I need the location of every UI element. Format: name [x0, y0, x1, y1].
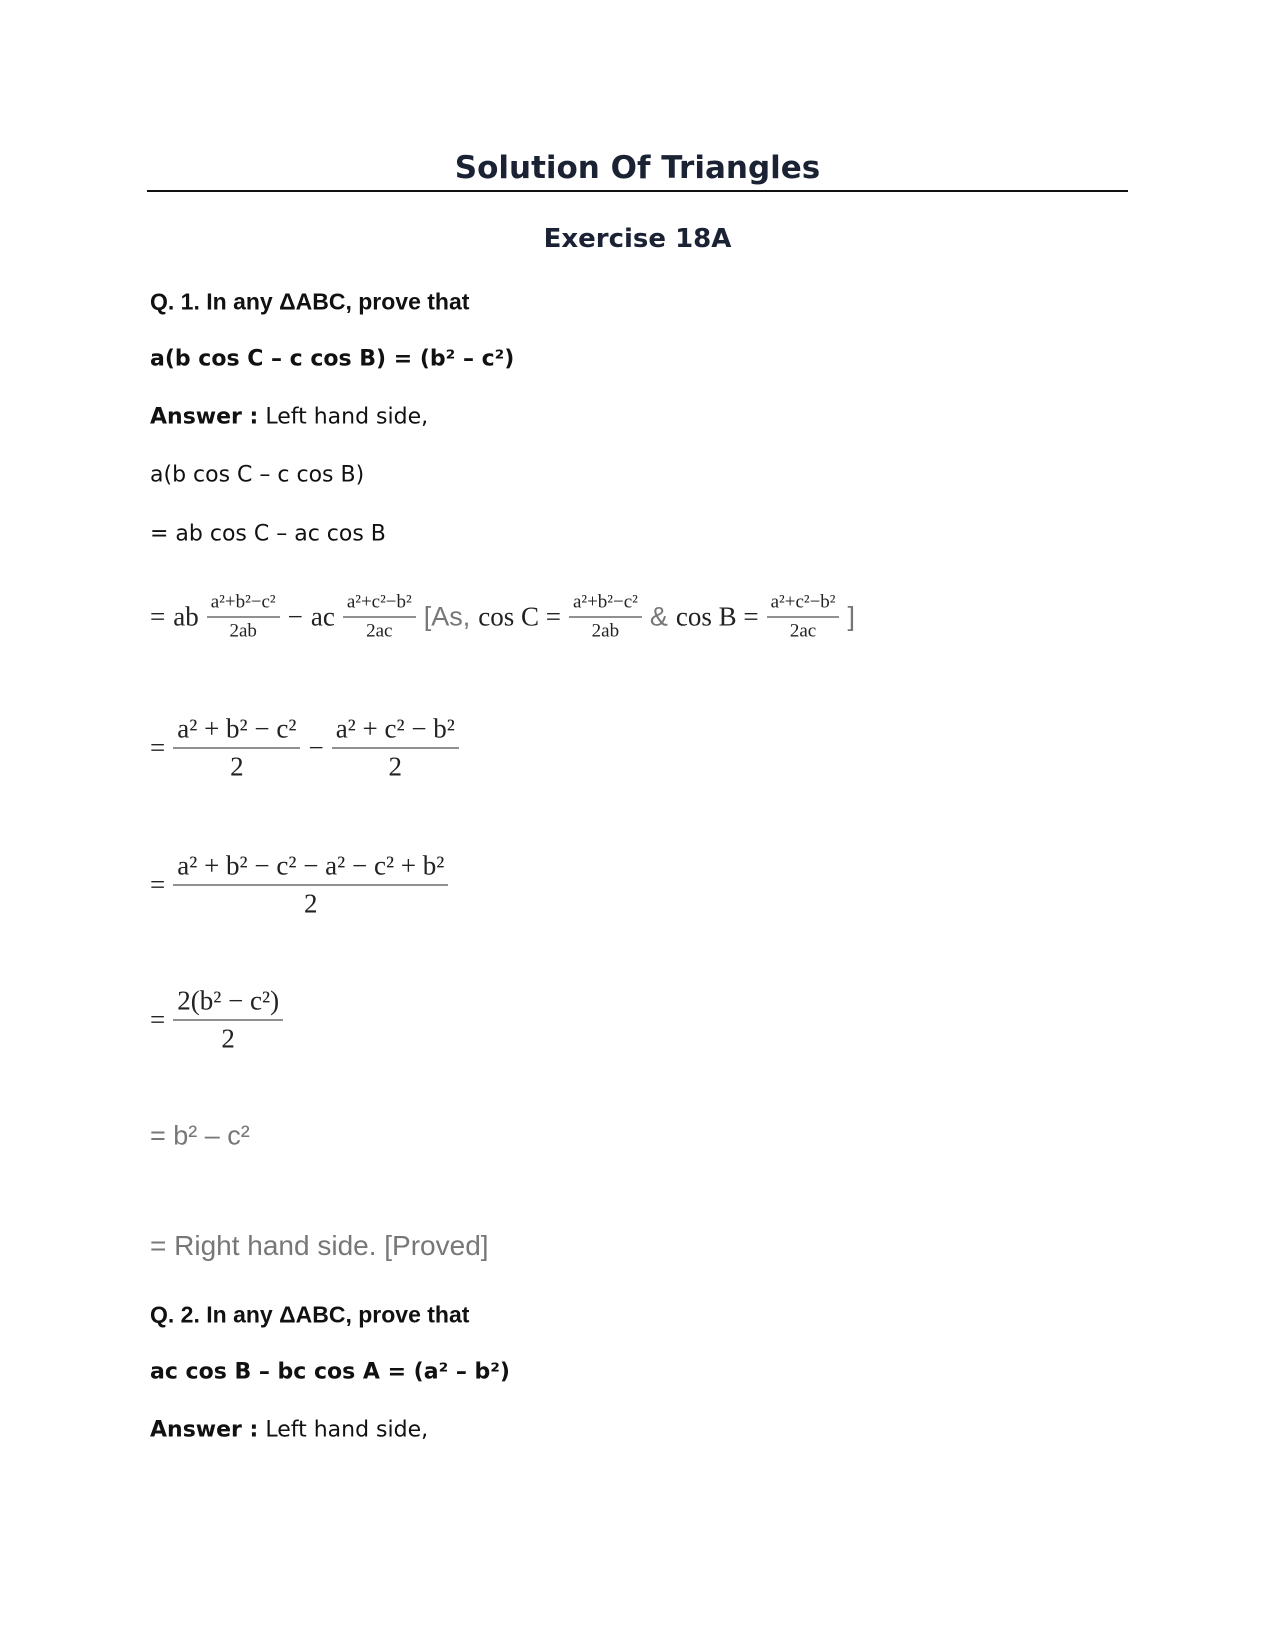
- numerator: a²+b²−c²: [207, 592, 280, 618]
- fraction: [332, 714, 459, 783]
- denominator: 2: [221, 1023, 235, 1054]
- title-divider: [147, 190, 1128, 192]
- q1-equation-1: [150, 592, 855, 643]
- term: ac: [310, 601, 335, 632]
- numerator: 2(b² − c²): [173, 986, 283, 1021]
- answer-label: Answer :: [150, 1417, 259, 1443]
- cos-b: cos B =: [675, 601, 759, 632]
- fraction: [569, 592, 642, 643]
- fraction: [173, 986, 283, 1055]
- denominator: 2: [388, 751, 403, 782]
- q2-statement: ac cos B – bc cos A = (a² – b²): [150, 1359, 510, 1385]
- q1-equation-2: [150, 714, 459, 783]
- ampersand: &: [649, 601, 668, 632]
- equals: =: [150, 869, 166, 900]
- q1-answer: [150, 405, 428, 430]
- q1-step4: = Right hand side. [Proved]: [150, 1230, 489, 1261]
- minus: −: [308, 732, 324, 763]
- q1-equation-3: [150, 851, 448, 920]
- q1-step3: = b² – c²: [150, 1120, 250, 1151]
- q2-answer: [150, 1418, 428, 1443]
- denominator: 2ab: [591, 620, 620, 642]
- minus: −: [287, 601, 303, 632]
- term: ab: [173, 601, 199, 632]
- fraction: [767, 592, 840, 643]
- denominator: 2: [230, 751, 244, 782]
- denominator: 2ab: [229, 620, 257, 642]
- denominator: 2ac: [366, 620, 393, 642]
- q2-question: Q. 2. In any ΔABC, prove that: [150, 1301, 470, 1328]
- equals: =: [150, 601, 166, 632]
- q1-equation-4: [150, 986, 283, 1055]
- answer-text: Left hand side,: [258, 404, 429, 430]
- q1-statement: a(b cos C – c cos B) = (b² – c²): [150, 346, 515, 372]
- fraction: [207, 592, 280, 643]
- answer-text: Left hand side,: [258, 1417, 429, 1443]
- answer-label: Answer :: [150, 404, 259, 430]
- numerator: a²+c²−b²: [343, 592, 416, 618]
- numerator: a²+b²−c²: [569, 592, 642, 618]
- equals: =: [150, 1004, 166, 1035]
- numerator: a² + b² − c² − a² − c² + b²: [173, 851, 448, 886]
- fraction: [173, 851, 448, 920]
- equals: =: [150, 732, 166, 763]
- cos-c: cos C =: [478, 601, 561, 632]
- denominator: 2ac: [789, 620, 817, 642]
- fraction: [173, 714, 300, 783]
- note-open: [As,: [423, 601, 471, 632]
- page-title: Solution Of Triangles: [454, 150, 821, 186]
- q1-step1: a(b cos C – c cos B): [150, 462, 365, 488]
- numerator: a² + b² − c²: [173, 714, 300, 749]
- q1-step2: = ab cos C – ac cos B: [150, 521, 386, 547]
- denominator: 2: [304, 888, 318, 919]
- q1-question: Q. 1. In any ΔABC, prove that: [150, 288, 470, 315]
- note-close: ]: [847, 601, 855, 632]
- fraction: [343, 592, 416, 643]
- exercise-heading: Exercise 18A: [543, 224, 732, 254]
- numerator: a²+c²−b²: [767, 592, 840, 618]
- numerator: a² + c² − b²: [332, 714, 459, 749]
